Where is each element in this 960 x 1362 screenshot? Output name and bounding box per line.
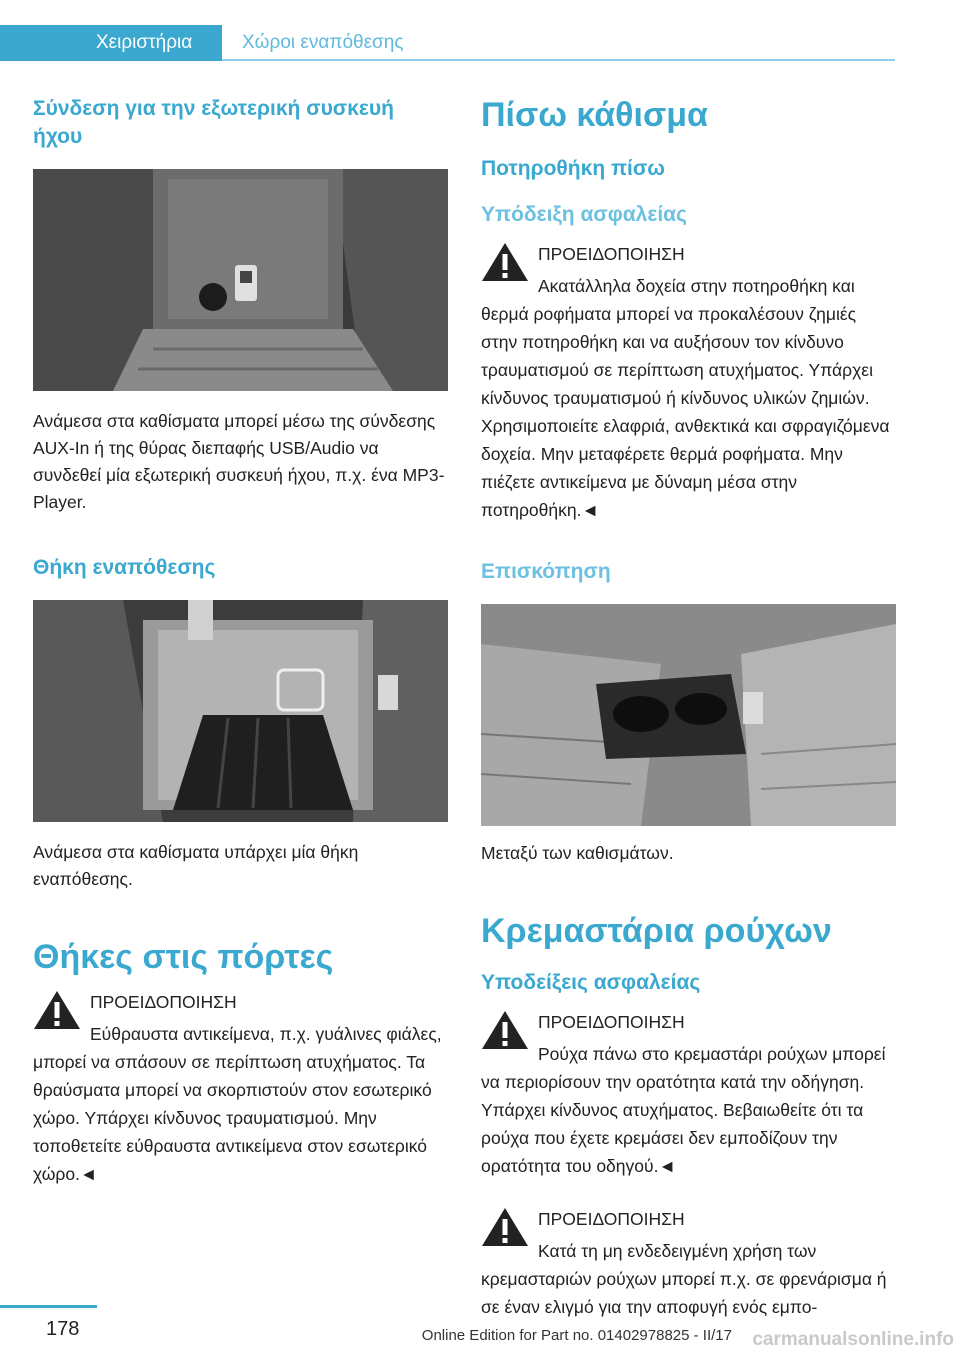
page-header bbox=[0, 25, 895, 61]
hooks-warning-1-text: Ρούχα πάνω στο κρεμαστάρι ρούχων μπορεί να περιορίσουν την ορατότητα κατά την οδήγηση. Υπάρχει κίνδυνος ατυχήματος. Βεβαιωθείτε ότι τα ρούχα που έχετε κρεμάσει δεν εμποδίζουν την ορατότητα του οδηγού.◄ bbox=[481, 1044, 886, 1176]
right-column bbox=[481, 95, 896, 1321]
aux-heading: Σύνδεση για την εξωτερική συσκευή ήχου bbox=[33, 97, 394, 148]
warning-icon bbox=[481, 1206, 529, 1248]
hooks-warning-2-text: Κατά τη μη ενδεδειγμένη χρήση των κρεμασταριών ρούχων μπορεί π.χ. σε φρενάρισμα ή σε έναν ελιγμό για την αποφυγή ενός εμπο- bbox=[481, 1241, 887, 1317]
hooks-warning-2-title: ΠΡΟΕΙΔΟΠΟΙΗΣΗ bbox=[538, 1209, 685, 1229]
cup-warning-title: ΠΡΟΕΙΔΟΠΟΙΗΣΗ bbox=[538, 244, 685, 264]
hooks-warning-1 bbox=[481, 1009, 896, 1180]
header-divider bbox=[222, 59, 895, 61]
doors-warning bbox=[33, 989, 448, 1188]
warning-icon bbox=[33, 989, 81, 1031]
overview-text: Μεταξύ των καθισμάτων. bbox=[481, 843, 674, 863]
cupholder-warning bbox=[481, 241, 896, 524]
cup-warning-text: Ακατάλληλα δοχεία στην ποτηροθήκη και θερμά ροφήματα μπορεί να προκαλέσουν ζημιές στην ποτηροθήκη και να αυξήσουν τον κίνδυνο τραυματισμού σε περίπτωση ατυχήματος. Υπάρχει κίνδυνος τραυματισμού ή κίνδυνος υλικών ζημιών. Χρησιμοποιείτε ελαφριά, ανθεκτικά και σφραγιζόμενα δοχεία. Μην μεταφέρετε θερμά ροφήματα. Μην πιέζετε αντικείμενα με δύναμη μέσα στην ποτηροθήκη.◄ bbox=[481, 276, 890, 520]
compartment-heading: Θήκη εναπόθεσης bbox=[33, 556, 216, 579]
section-tab: Χώροι εναπόθεσης bbox=[242, 32, 404, 53]
aux-text: Ανάμεσα στα καθίσματα μπορεί μέσω της σύνδεσης AUX-In ή της θύρας διεπαφής USB/Audio να συνδεθεί μία εξωτερική συσκευή ήχου, π.χ. ένα MP3-Player. bbox=[33, 411, 445, 512]
footer-divider bbox=[0, 1305, 97, 1308]
safety-heading: Υπόδειξη ασφαλείας bbox=[481, 203, 687, 226]
doors-warning-text: Εύθραυστα αντικείμενα, π.χ. γυάλινες φιάλες, μπορεί να σπάσουν σε περίπτωση ατυχήματος. Τα θραύσματα μπορεί να σκορπιστούν στον εσωτερικό χώρο. Υπάρχει κίνδυνος τραυματισμού. Μην τοποθετείτε εύθραυστα αντικείμενα στον εσωτερικό χώρο.◄ bbox=[33, 1024, 442, 1184]
left-column bbox=[33, 95, 448, 1188]
overview-heading: Επισκόπηση bbox=[481, 560, 611, 583]
hooks-warning-1-title: ΠΡΟΕΙΔΟΠΟΙΗΣΗ bbox=[538, 1012, 685, 1032]
page-number: 178 bbox=[46, 1318, 80, 1340]
warning-icon bbox=[481, 1009, 529, 1051]
hooks-heading: Κρεμαστάρια ρούχων bbox=[481, 912, 832, 950]
doors-heading: Θήκες στις πόρτες bbox=[33, 938, 334, 976]
aux-socket-photo bbox=[33, 169, 448, 391]
hooks-warning-2 bbox=[481, 1206, 896, 1321]
cupholder-photo bbox=[481, 604, 896, 826]
edition-label: Online Edition for Part no. 01402978825 - II/17 bbox=[421, 1327, 732, 1344]
compartment-text: Ανάμεσα στα καθίσματα υπάρχει μία θήκη εναπόθεσης. bbox=[33, 842, 359, 889]
watermark: carmanualsonline.info bbox=[752, 1329, 954, 1350]
hooks-safety-heading: Υποδείξεις ασφαλείας bbox=[481, 971, 701, 994]
storage-compartment-photo bbox=[33, 600, 448, 822]
rear-seat-heading: Πίσω κάθισμα bbox=[481, 96, 708, 134]
chapter-tab: Χειριστήρια bbox=[0, 25, 222, 61]
cupholder-heading: Ποτηροθήκη πίσω bbox=[481, 157, 665, 180]
doors-warning-title: ΠΡΟΕΙΔΟΠΟΙΗΣΗ bbox=[90, 992, 237, 1012]
warning-icon bbox=[481, 241, 529, 283]
